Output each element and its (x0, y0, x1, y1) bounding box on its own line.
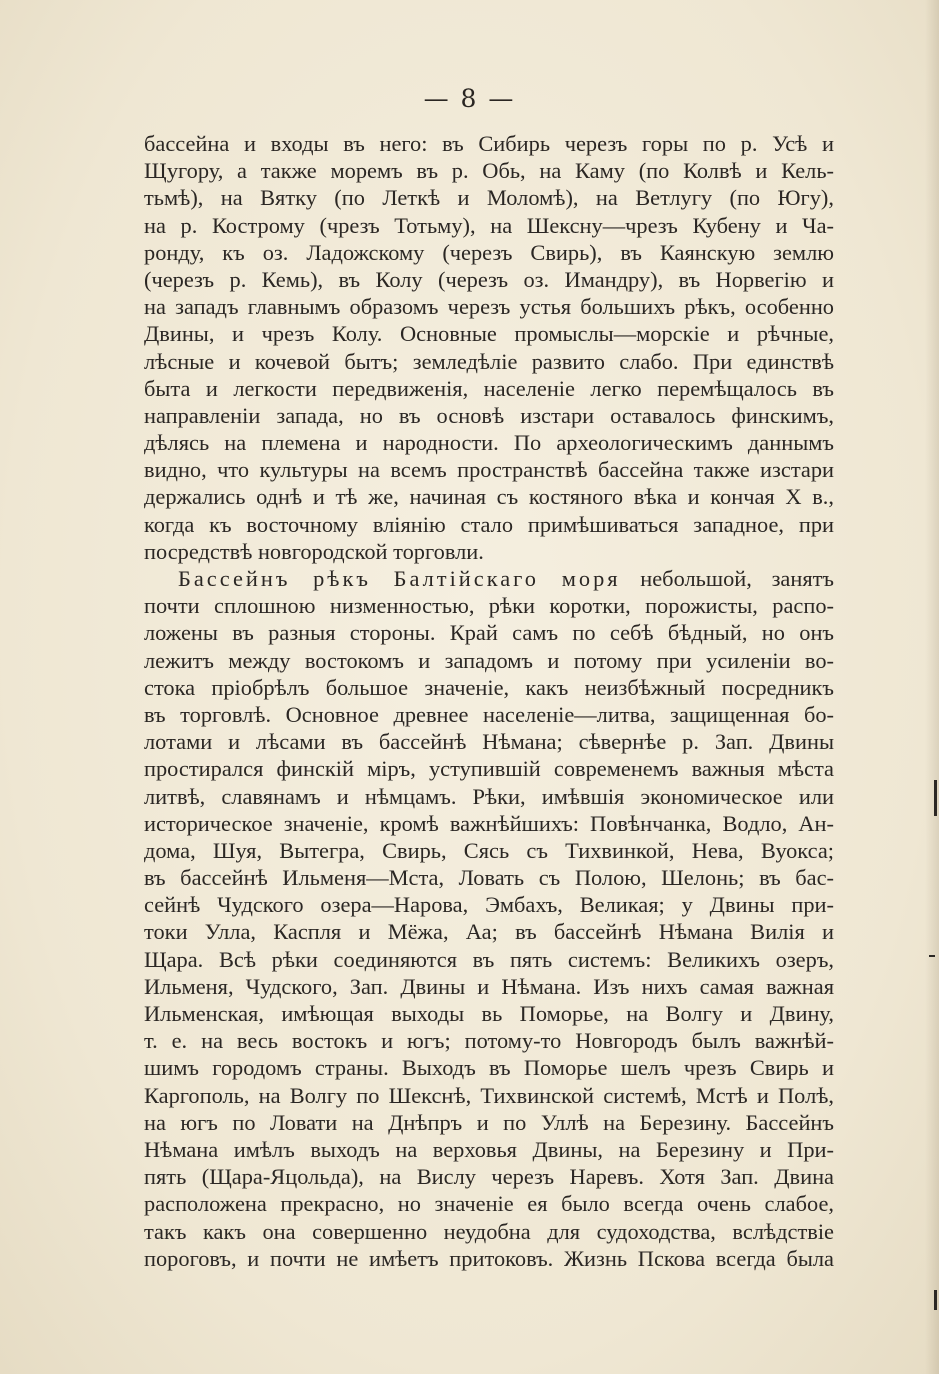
text-line: пять (Щара-Яцольда), на Вислу черезъ Наревъ. Хотя Зап. Двина (144, 1164, 834, 1190)
text-line: въ бассейнѣ Ильменя—Мста, Ловать съ Полою, Шелонь; въ бас- (144, 865, 834, 891)
text-line: тьмѣ), на Вятку (по Леткѣ и Моломѣ), на Ветлугу (по Югу), (144, 185, 834, 211)
page-edge-shadow (925, 0, 939, 1374)
margin-scratch-mark (934, 1290, 937, 1310)
text-line: пороговъ, и почти не имѣетъ притоковъ. Жизнь Пскова всегда была (144, 1245, 834, 1271)
text-line: дома, Шуя, Вытегра, Свирь, Сясь съ Тихвинкой, Нева, Вуокса; (144, 837, 834, 863)
section-heading-spaced: Бассейнъ рѣкъ Балтійскаго моря (178, 566, 621, 591)
text-line: на р. Кострому (чрезъ Тотьму), на Шексну—чрезъ Кубену и Ча- (144, 212, 834, 238)
text-line: историческое значеніе, кромѣ важнѣйшихъ: Повѣнчанка, Водло, Ан- (144, 810, 834, 836)
text-line: лотами и лѣсами въ бассейнѣ Нѣмана; сѣвернѣе р. Зап. Двины (144, 729, 834, 755)
text-line: когда къ восточному вліянію стало примѣшиваться западное, при (144, 511, 834, 537)
text-line: видно, что культуры на всемъ пространствѣ бассейна также изстари (144, 457, 834, 483)
section-heading-rest: небольшой, занятъ (640, 566, 834, 591)
text-line: ложены въ разныя стороны. Край самъ по себѣ бѣдный, но онъ (144, 620, 834, 646)
page-number: — 8 — (423, 84, 516, 113)
text-line: лежитъ между востокомъ и западомъ и потому при усиленіи во- (144, 647, 834, 673)
text-line: Нѣмана имѣлъ выходъ на верховья Двины, на Березину и При- (144, 1136, 834, 1162)
paragraph-end-line: посредствѣ новгородской торговли. (144, 538, 484, 564)
text-line: лѣсные и кочевой бытъ; земледѣліе развито слабо. При единствѣ (144, 348, 834, 374)
margin-scratch-mark (934, 780, 937, 816)
text-line: Каргополь, на Волгу по Шекснѣ, Тихвинской системѣ, Мстѣ и Полѣ, (144, 1082, 834, 1108)
text-line: на югъ по Ловати на Днѣпръ и по Уллѣ на Березину. Бассейнъ (144, 1109, 834, 1135)
text-line: (черезъ р. Кемь), въ Колу (черезъ оз. Имандру), въ Норвегію и (144, 266, 834, 292)
text-line: токи Улла, Каспля и Мёжа, Аа; въ бассейнѣ Нѣмана Вилія и (144, 919, 834, 945)
text-line: простирался финскій міръ, уступившій современемъ важныя мѣста (144, 756, 834, 782)
margin-scratch-mark (929, 955, 935, 957)
text-line: ронду, къ оз. Ладожскому (черезъ Свирь), въ Каянскую землю (144, 239, 834, 265)
text-line: шимъ городомъ страны. Выходъ въ Поморье шелъ чрезъ Свирь и (144, 1055, 834, 1081)
text-line: Щара. Всѣ рѣки соединяются въ пять системъ: Великихъ озеръ, (144, 946, 834, 972)
text-line: бассейна и входы въ него: въ Сибирь черезъ горы по р. Усѣ и (144, 131, 834, 156)
text-line: дѣлясь на племена и народности. По археологическимъ даннымъ (144, 430, 834, 456)
body-text (144, 130, 834, 1272)
text-line: литвѣ, славянамъ и нѣмцамъ. Рѣки, имѣвшія экономическое или (144, 783, 834, 809)
text-line: сейнѣ Чудского озера—Нарова, Эмбахъ, Великая; у Двины при- (144, 892, 834, 918)
text-line: держались однѣ и тѣ же, начиная съ костяного вѣка и кончая X в., (144, 484, 834, 510)
text-line: стока пріобрѣлъ большое значеніе, какъ неизбѣжный посредникъ (144, 674, 834, 700)
section-opening-line (144, 565, 834, 592)
text-line: Ильменя, Чудского, Зап. Двины и Нѣмана. Изъ нихъ самая важная (144, 973, 834, 999)
text-line: Ильменская, имѣющая выходы вь Поморье, на Волгу и Двину, (144, 1001, 834, 1026)
text-line: направленіи запада, но въ основѣ изстари оставалось финскимъ, (144, 402, 834, 428)
text-line: Двины, и чрезъ Колу. Основные промыслы—морскіе и рѣчные, (144, 321, 834, 347)
text-line: на западъ главнымъ образомъ черезъ устья большихъ рѣкъ, особенно (144, 294, 834, 320)
text-line: такъ какъ она совершенно неудобна для судоходства, вслѣдствіе (144, 1218, 834, 1244)
text-line: Щугору, а также моремъ въ р. Обь, на Каму (по Колвѣ и Кель- (144, 158, 834, 184)
text-line: т. е. на весь востокъ и югъ; потому-то Новгородъ былъ важнѣй- (144, 1028, 834, 1054)
text-line: почти сплошною низменностью, рѣки коротки, порожисты, распо- (144, 593, 834, 619)
text-line: расположена прекрасно, но значеніе ея было всегда очень слабое, (144, 1191, 834, 1217)
text-line: въ торговлѣ. Основное древнее населеніе—литва, защищенная бо- (144, 701, 834, 727)
text-line: быта и легкости передвиженія, населеніе легко перемѣщалось въ (144, 375, 834, 401)
